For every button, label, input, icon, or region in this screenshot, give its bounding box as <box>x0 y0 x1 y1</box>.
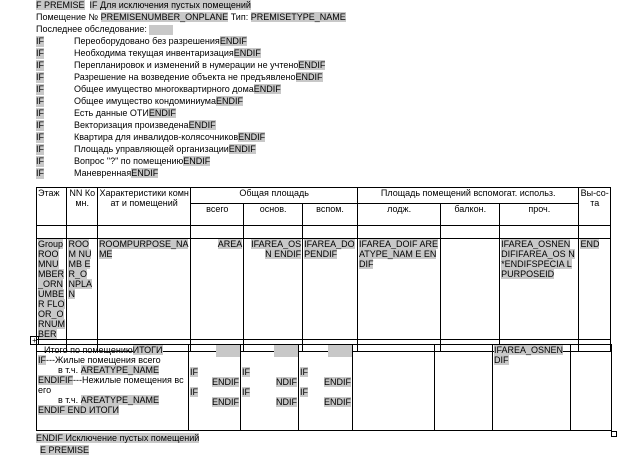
condition-if-tag: IF <box>36 60 44 70</box>
condition-if-tag: IF <box>36 168 44 178</box>
condition-if-tag: IF <box>36 108 44 118</box>
table-move-handle-icon[interactable]: + <box>30 336 39 345</box>
condition-endif-tag: ENDIF <box>188 120 216 130</box>
header-area-main: основ. <box>244 204 303 226</box>
header-line-2 <box>36 12 346 23</box>
exclude-empty-tag: IF Для исключения пустых помещений <box>89 0 251 10</box>
condition-if-tag: IF <box>36 72 44 82</box>
header-balcony: балкон. <box>441 204 500 226</box>
cell-main-area: IFAREA_OSN ENDIF <box>244 239 303 340</box>
premise-open-tag: F PREMISE <box>36 0 85 10</box>
cell-other: IFAREA_OSNEN DIFIFAREA_OS N*ENDIFSPECIA LPURPOSEID <box>500 239 579 340</box>
condition-endif-tag: ENDIF <box>233 48 261 58</box>
cell-floor: Group ROOMNUMBER_ORNUMBER FLOOR_ORNUM BER <box>38 239 65 339</box>
header-room-number: NN Комн. <box>67 188 97 226</box>
condition-endif-tag: ENDIF <box>215 96 243 106</box>
condition-text: Квартира для инвалидов-колясочниковENDIF <box>74 132 266 142</box>
condition-text: Есть данные ОТИENDIF <box>74 108 176 118</box>
header-aux-area: Площадь помещений вспомогат. использ. <box>357 188 578 204</box>
totals-all: IF ENDIF IF ENDIF <box>189 345 241 431</box>
header-line-1 <box>36 0 251 11</box>
condition-endif-tag: ENDIF <box>183 156 211 166</box>
condition-endif-tag: ENDIF <box>298 60 326 70</box>
cell-aux-area: IFAREA_DO PENDIF <box>303 239 358 340</box>
condition-text: Переоборудовано без разрешенияENDIF <box>74 36 247 46</box>
header-characteristics: Характеристики комнат и помещений <box>97 188 190 226</box>
condition-endif-tag: ENDIF <box>295 72 323 82</box>
condition-if-tag: IF <box>36 84 44 94</box>
header-area-all: всего <box>191 204 244 226</box>
totals-height <box>571 345 612 431</box>
condition-endif-tag: ENDIF <box>253 84 281 94</box>
totals-loggia <box>353 345 435 431</box>
condition-text: Перепланировок и изменений в нумерации не учтеноENDIF <box>74 60 326 70</box>
header-line-3 <box>36 24 173 35</box>
condition-text: Площадь управляющей организацииENDIF <box>74 144 256 154</box>
condition-text: Вопрос "?" по помещениюENDIF <box>74 156 211 166</box>
cell-area-type: IFAREA_DOIF AREATYPE_NAM E ENDIF <box>357 239 440 340</box>
footer-line-1: ENDIF Исключение пустых помещений <box>36 433 200 443</box>
condition-text: Общее имущество кондоминиумаENDIF <box>74 96 243 106</box>
table-resize-handle-icon[interactable] <box>611 431 617 437</box>
condition-if-tag: IF <box>36 144 44 154</box>
condition-if-tag: IF <box>36 120 44 130</box>
cell-height: END <box>579 239 611 340</box>
footer-line-2: E PREMISE <box>40 445 90 455</box>
totals-other: IFAREA_OSNEN DIF <box>493 345 571 431</box>
condition-text: Общее имущество многоквартирного домаENDIF <box>74 84 281 94</box>
header-total-area: Общая площадь <box>191 188 358 204</box>
totals-balcony <box>435 345 493 431</box>
header-loggia: лодж. <box>357 204 440 226</box>
condition-endif-tag: ENDIF <box>228 144 256 154</box>
condition-text: МаневреннаяENDIF <box>74 168 159 178</box>
header-height: Вы-со-та <box>579 188 611 226</box>
totals-labels: Итого по помещениюИТОГИ IF---Жилые помещения всего в т.ч. AREATYPE_NAME ENDIFIF---Нежилые помещения всего в т.ч. AREATYPE_NAME ENDIF END ИТОГИ <box>37 345 189 431</box>
type-label: Тип: <box>230 12 249 22</box>
premise-label: Помещение № <box>36 12 99 22</box>
condition-text: Необходима текущая инвентаризацияENDIF <box>74 48 261 58</box>
cell-purpose: ROOMPURPOSE_NAME <box>97 239 190 340</box>
last-inspection-label: Последнее обследование: <box>36 24 147 34</box>
cell-room-number: ROOM NUMB ER_O NPLA N <box>67 239 97 340</box>
condition-text: Векторизация произведенаENDIF <box>74 120 216 130</box>
header-area-aux: вспом. <box>303 204 358 226</box>
totals-main: IF NDIF IF NDIF <box>241 345 299 431</box>
condition-if-tag: IF <box>36 36 44 46</box>
condition-endif-tag: ENDIF <box>131 168 159 178</box>
totals-table <box>36 344 612 431</box>
table-row <box>37 239 611 340</box>
header-other: проч. <box>500 204 579 226</box>
condition-endif-tag: ENDIF <box>219 36 247 46</box>
condition-if-tag: IF <box>36 132 44 142</box>
last-inspection-field <box>149 25 173 35</box>
header-floor: Этаж <box>37 188 67 226</box>
rooms-table <box>36 187 611 352</box>
premise-type-field: PREMISETYPE_NAME <box>250 12 346 22</box>
cell-area: AREA <box>191 239 244 340</box>
condition-endif-tag: ENDIF <box>148 108 176 118</box>
totals-aux: IF ENDIF IF ENDIF <box>299 345 353 431</box>
condition-if-tag: IF <box>36 156 44 166</box>
condition-endif-tag: ENDIF <box>238 132 266 142</box>
condition-text: Разрешение на возведение объекта не предъявленоENDIF <box>74 72 323 82</box>
condition-if-tag: IF <box>36 96 44 106</box>
cell-balcony <box>441 239 500 340</box>
premise-number-field: PREMISENUMBER_ONPLANE <box>100 12 229 22</box>
condition-if-tag: IF <box>36 48 44 58</box>
